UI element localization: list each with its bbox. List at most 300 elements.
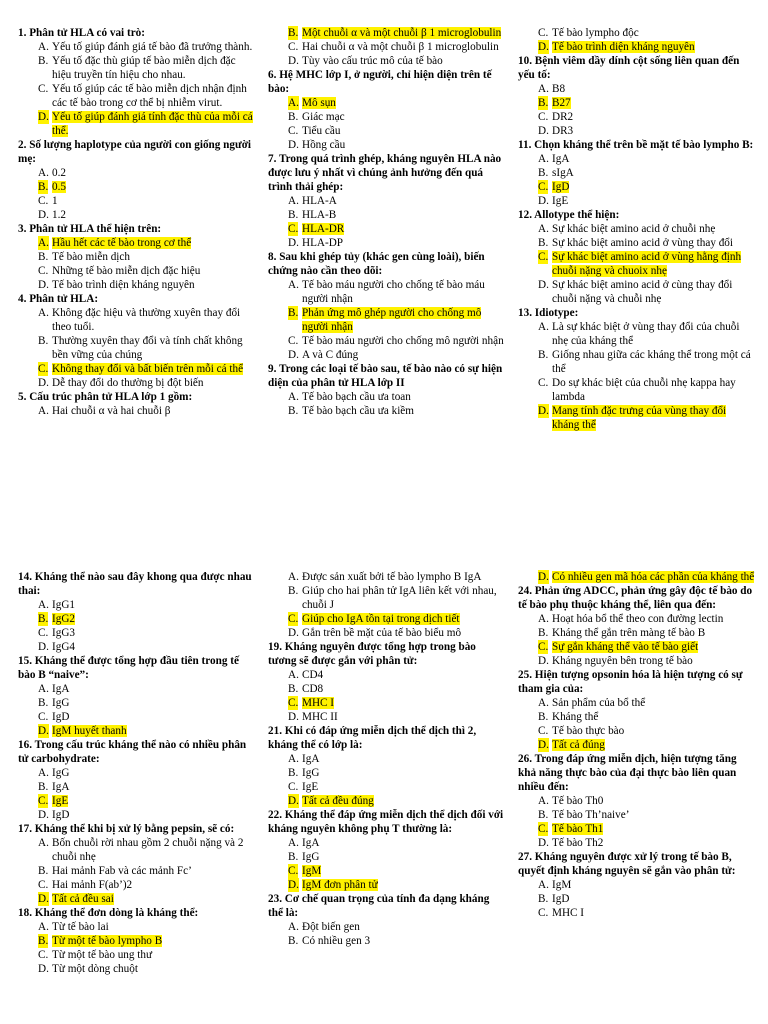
option-letter: A. bbox=[38, 41, 49, 53]
question-text: 16. Trong cấu trúc kháng thể nào có nhiều phân tử carbohydrate: bbox=[18, 739, 247, 765]
option-letter: B. bbox=[288, 683, 299, 695]
option-text: Yếu tố giúp đánh giá tính đặc thù của mỗi cá thể. bbox=[52, 111, 253, 137]
answer-option-highlighted bbox=[268, 696, 506, 710]
option-text: Sự khác biệt amino acid ở vùng hằng định chuỗi nặng và chuoix nhẹ bbox=[552, 251, 742, 277]
option-letter: C. bbox=[288, 781, 299, 793]
option-text: IgM bbox=[552, 879, 572, 891]
option-letter: B. bbox=[38, 781, 49, 793]
option-letter: A. bbox=[538, 795, 549, 807]
option-letter: A. bbox=[38, 167, 49, 179]
option-text: Tùy vào cấu trúc mô của tế bào bbox=[302, 55, 443, 67]
answer-option-highlighted bbox=[518, 40, 756, 54]
option-text: IgG4 bbox=[52, 641, 75, 653]
option-text: Bốn chuỗi rời nhau gồm 2 chuỗi nặng và 2 chuỗi nhẹ bbox=[52, 837, 244, 863]
option-text: Tất cả đúng bbox=[552, 739, 605, 751]
question-text: 17. Kháng thể khi bị xử lý bằng pepsin, sẽ có: bbox=[18, 823, 235, 835]
option-letter: D. bbox=[288, 237, 299, 249]
option-text: Tế bào trình diện kháng nguyên bbox=[552, 41, 695, 53]
option-text: DR3 bbox=[552, 125, 574, 137]
answer-option bbox=[518, 836, 756, 850]
option-text: Hai mảnh F(ab’)2 bbox=[52, 879, 133, 891]
option-letter: B. bbox=[288, 851, 299, 863]
option-text: B8 bbox=[552, 83, 566, 95]
answer-option bbox=[18, 54, 256, 82]
answer-option bbox=[268, 110, 506, 124]
option-text: Sự gắn kháng thể vào tế bào giết bbox=[552, 641, 699, 653]
answer-option bbox=[18, 404, 256, 418]
answer-option-highlighted bbox=[518, 180, 756, 194]
answer-option bbox=[518, 348, 756, 376]
option-text: Hai chuỗi α và hai chuỗi β bbox=[52, 405, 171, 417]
option-letter: B. bbox=[38, 613, 49, 625]
question-text: 10. Bệnh viêm dầy dính cột sống liên quan đến yếu tố: bbox=[518, 55, 740, 81]
answer-option bbox=[518, 320, 756, 348]
answer-option-highlighted bbox=[518, 250, 756, 278]
option-text: Một chuỗi α và một chuỗi β 1 microglobulin bbox=[302, 27, 502, 39]
answer-option-highlighted bbox=[268, 794, 506, 808]
option-letter: B. bbox=[288, 935, 299, 947]
option-letter: D. bbox=[38, 209, 49, 221]
answer-option bbox=[268, 920, 506, 934]
answer-option bbox=[18, 306, 256, 334]
option-letter: B. bbox=[538, 237, 549, 249]
option-text: IgG3 bbox=[52, 627, 75, 639]
option-text: Tế bào máu người cho chống mô người nhận bbox=[302, 335, 504, 347]
option-text: IgD bbox=[552, 181, 570, 193]
column bbox=[18, 26, 256, 418]
question-text: 12. Allotype thể hiện: bbox=[518, 209, 620, 221]
option-text: MHC I bbox=[552, 907, 585, 919]
option-letter: B. bbox=[38, 251, 49, 263]
answer-option-highlighted bbox=[518, 822, 756, 836]
answer-option bbox=[268, 138, 506, 152]
option-text: IgA bbox=[302, 753, 320, 765]
option-letter: C. bbox=[38, 711, 49, 723]
option-text: Từ một tế bào ung thư bbox=[52, 949, 153, 961]
option-letter: D. bbox=[538, 195, 549, 207]
answer-option bbox=[18, 780, 256, 794]
option-text: CD4 bbox=[302, 669, 324, 681]
option-letter: C. bbox=[38, 363, 49, 375]
option-letter: A. bbox=[38, 307, 49, 319]
option-letter: A. bbox=[288, 391, 299, 403]
answer-option bbox=[268, 668, 506, 682]
option-letter: D. bbox=[538, 655, 549, 667]
answer-option-highlighted bbox=[518, 570, 756, 584]
answer-option bbox=[18, 376, 256, 390]
option-text: IgD bbox=[52, 711, 70, 723]
question-text: 15. Kháng thể được tổng hợp đầu tiên trong tế bào B “naive”: bbox=[18, 655, 239, 681]
option-text: Tế bào miễn dịch bbox=[52, 251, 130, 263]
answer-option-highlighted bbox=[268, 306, 506, 334]
option-letter: C. bbox=[288, 697, 299, 709]
option-text: Tế bào Th’naive’ bbox=[552, 809, 630, 821]
option-text: IgM bbox=[302, 865, 322, 877]
option-text: Tế bào Th0 bbox=[552, 795, 604, 807]
option-letter: C. bbox=[288, 125, 299, 137]
answer-option bbox=[268, 850, 506, 864]
question-text: 24. Phản ứng ADCC, phản ứng gây độc tế bào do tế bào phụ thuộc kháng thể, liên qua đến: bbox=[518, 585, 753, 611]
option-letter: A. bbox=[288, 97, 299, 109]
option-letter: A. bbox=[288, 195, 299, 207]
option-text: Hồng cầu bbox=[302, 139, 346, 151]
answer-option bbox=[518, 166, 756, 180]
option-letter: A. bbox=[38, 599, 49, 611]
option-letter: A. bbox=[538, 153, 549, 165]
answer-option bbox=[518, 612, 756, 626]
option-letter: A. bbox=[288, 571, 299, 583]
question-text: 18. Kháng thể đơn dòng là kháng thể: bbox=[18, 907, 199, 919]
answer-option bbox=[18, 808, 256, 822]
option-letter: C. bbox=[538, 111, 549, 123]
answer-option-highlighted bbox=[18, 180, 256, 194]
option-letter: C. bbox=[38, 949, 49, 961]
option-text: IgG bbox=[52, 767, 70, 779]
option-letter: B. bbox=[538, 167, 549, 179]
option-text: Gắn trên bề mặt của tế bào biểu mô bbox=[302, 627, 462, 639]
option-letter: B. bbox=[288, 307, 299, 319]
answer-option bbox=[268, 584, 506, 612]
column bbox=[518, 570, 756, 920]
option-letter: B. bbox=[288, 27, 299, 39]
answer-option bbox=[268, 766, 506, 780]
option-text: Kháng thể bbox=[552, 711, 599, 723]
answer-option-highlighted bbox=[268, 26, 506, 40]
option-text: Hoạt hóa bổ thể theo con đường lectin bbox=[552, 613, 724, 625]
answer-option bbox=[18, 166, 256, 180]
answer-option-highlighted bbox=[18, 236, 256, 250]
option-letter: C. bbox=[38, 265, 49, 277]
option-letter: D. bbox=[288, 879, 299, 891]
option-letter: A. bbox=[38, 683, 49, 695]
option-text: Có nhiều gen mã hóa các phần của kháng thể bbox=[552, 571, 755, 583]
answer-option-highlighted bbox=[518, 96, 756, 110]
option-text: 1.2 bbox=[52, 209, 66, 221]
option-letter: D. bbox=[38, 963, 49, 975]
option-text: Giống nhau giữa các kháng thể trong một cá thể bbox=[552, 349, 751, 375]
option-text: Được sản xuất bởi tế bào lympho B IgA bbox=[302, 571, 482, 583]
option-text: Tế bào Th1 bbox=[552, 823, 604, 835]
answer-option bbox=[518, 878, 756, 892]
option-text: IgD bbox=[552, 893, 570, 905]
option-text: B27 bbox=[552, 97, 571, 109]
answer-option-highlighted bbox=[18, 110, 256, 138]
option-text: Sự khác biệt amino acid ở cùng thay đổi chuỗi nặng và chuỗi nhẹ bbox=[552, 279, 733, 305]
option-letter: B. bbox=[538, 711, 549, 723]
option-text: Yếu tố giúp các tế bào miễn dịch nhận định các tế bào trong cơ thể bị nhiễm virut. bbox=[52, 83, 247, 109]
question-text: 11. Chọn kháng thể trên bề mặt tế bào lympho B: bbox=[518, 139, 754, 151]
option-text: Tế bào Th2 bbox=[552, 837, 604, 849]
option-letter: A. bbox=[38, 767, 49, 779]
answer-option bbox=[268, 124, 506, 138]
answer-option bbox=[268, 836, 506, 850]
option-text: Không đặc hiệu và thường xuyên thay đổi theo tuổi. bbox=[52, 307, 241, 333]
option-text: Hai chuỗi α và một chuỗi β 1 microglobulin bbox=[302, 41, 499, 53]
question-text: 21. Khi có đáp ứng miễn dịch thể dịch thì 2, kháng thể có lớp là: bbox=[268, 725, 477, 751]
option-letter: C. bbox=[538, 181, 549, 193]
option-letter: C. bbox=[38, 879, 49, 891]
option-text: Tế bào bạch cầu ưa kiềm bbox=[302, 405, 414, 417]
option-letter: B. bbox=[288, 405, 299, 417]
option-letter: C. bbox=[288, 613, 299, 625]
option-letter: D. bbox=[538, 279, 549, 291]
question-text: 7. Trong quá trình ghép, kháng nguyên HLA nào được lưu ý nhất vì chúng ảnh hưởng đến quá trình thải ghép: bbox=[268, 153, 502, 193]
option-text: IgG bbox=[52, 697, 70, 709]
answer-option bbox=[18, 626, 256, 640]
option-letter: D. bbox=[288, 139, 299, 151]
option-letter: A. bbox=[288, 921, 299, 933]
answer-option-highlighted bbox=[18, 892, 256, 906]
answer-option-highlighted bbox=[18, 724, 256, 738]
question-text: 1. Phân tử HLA có vai trò: bbox=[18, 27, 145, 39]
option-letter: C. bbox=[38, 795, 49, 807]
question-text: 27. Kháng nguyên được xử lý trong tế bào B, quyết định kháng nguyên sẽ gắn vào phân tử: bbox=[518, 851, 736, 877]
option-letter: A. bbox=[538, 697, 549, 709]
answer-option bbox=[518, 906, 756, 920]
option-text: IgM đơn phân tử bbox=[302, 879, 378, 891]
answer-option bbox=[18, 640, 256, 654]
answer-option-highlighted bbox=[268, 878, 506, 892]
option-letter: A. bbox=[288, 669, 299, 681]
option-text: IgG bbox=[302, 767, 320, 779]
option-text: Những tế bào miễn dịch đặc hiệu bbox=[52, 265, 201, 277]
option-text: IgM huyết thanh bbox=[52, 725, 127, 737]
answer-option bbox=[18, 194, 256, 208]
option-letter: B. bbox=[538, 349, 549, 361]
option-letter: C. bbox=[38, 83, 49, 95]
option-letter: B. bbox=[538, 809, 549, 821]
option-letter: C. bbox=[538, 251, 549, 263]
option-text: Sự khác biệt amino acid ở vùng thay đổi bbox=[552, 237, 733, 249]
option-text: Kháng thể gắn trên màng tế bào B bbox=[552, 627, 706, 639]
option-letter: A. bbox=[538, 879, 549, 891]
option-text: Giác mạc bbox=[302, 111, 345, 123]
column bbox=[268, 26, 506, 418]
option-letter: D. bbox=[288, 711, 299, 723]
answer-option bbox=[18, 920, 256, 934]
option-letter: B. bbox=[538, 97, 549, 109]
option-letter: B. bbox=[38, 181, 49, 193]
option-letter: D. bbox=[288, 627, 299, 639]
option-text: IgE bbox=[552, 195, 569, 207]
option-text: Đột biến gen bbox=[302, 921, 360, 933]
question-text: 4. Phân tử HLA: bbox=[18, 293, 99, 305]
answer-option bbox=[268, 682, 506, 696]
answer-option bbox=[18, 766, 256, 780]
answer-option bbox=[18, 962, 256, 976]
answer-option bbox=[268, 752, 506, 766]
option-letter: B. bbox=[38, 335, 49, 347]
option-text: Giúp cho IgA tồn tại trong dịch tiết bbox=[302, 613, 460, 625]
answer-option bbox=[268, 194, 506, 208]
answer-option bbox=[18, 864, 256, 878]
answer-option-highlighted bbox=[518, 738, 756, 752]
option-letter: D. bbox=[288, 55, 299, 67]
option-text: Từ một dòng chuột bbox=[52, 963, 138, 975]
option-text: Tế bào thực bào bbox=[552, 725, 625, 737]
option-text: Hầu hết các tế bào trong cơ thể bbox=[52, 237, 192, 249]
option-letter: D. bbox=[288, 795, 299, 807]
answer-option bbox=[268, 780, 506, 794]
option-text: Tiểu cầu bbox=[302, 125, 341, 137]
option-text: A và C đúng bbox=[302, 349, 359, 361]
answer-option bbox=[18, 836, 256, 864]
answer-option-highlighted bbox=[18, 794, 256, 808]
answer-option bbox=[518, 124, 756, 138]
answer-option bbox=[268, 390, 506, 404]
question-text: 23. Cơ chế quan trọng của tính đa dạng kháng thể là: bbox=[268, 893, 490, 919]
question-text: 2. Số lượng haplotype của người con giống người mẹ: bbox=[18, 139, 251, 165]
answer-option bbox=[18, 264, 256, 278]
answer-option bbox=[268, 40, 506, 54]
option-letter: D. bbox=[38, 725, 49, 737]
option-letter: C. bbox=[38, 195, 49, 207]
option-text: Mô sụn bbox=[302, 97, 336, 109]
option-text: Sản phẩm của bổ thể bbox=[552, 697, 646, 709]
answer-option bbox=[18, 82, 256, 110]
option-letter: A. bbox=[288, 279, 299, 291]
answer-option-highlighted bbox=[18, 362, 256, 376]
answer-option-highlighted bbox=[268, 864, 506, 878]
question-text: 5. Cấu trúc phân tử HLA lớp 1 gồm: bbox=[18, 391, 193, 403]
option-text: Phản ứng mô ghép người cho chống mô người nhận bbox=[302, 307, 482, 333]
option-letter: A. bbox=[38, 405, 49, 417]
option-letter: A. bbox=[538, 83, 549, 95]
question-text: 8. Sau khi ghép tủy (khác gen cùng loài), biến chứng nào cần theo dõi: bbox=[268, 251, 485, 277]
question-text: 3. Phân tử HLA thể hiện trên: bbox=[18, 223, 162, 235]
question-text: 19. Kháng nguyên được tổng hợp trong bào tương sẽ được gắn với phân tử: bbox=[268, 641, 476, 667]
answer-option bbox=[268, 54, 506, 68]
question-text: 22. Kháng thể đáp ứng miễn dịch thể dịch đối với kháng nguyên không phụ T thường là: bbox=[268, 809, 504, 835]
option-letter: D. bbox=[288, 349, 299, 361]
answer-option bbox=[268, 710, 506, 724]
question-text: 6. Hệ MHC lớp I, ở người, chỉ hiện diện trên tế bào: bbox=[268, 69, 492, 95]
answer-option bbox=[518, 710, 756, 724]
option-text: Là sự khác biệt ở vùng thay đổi của chuỗi nhẹ của kháng thể bbox=[552, 321, 740, 347]
option-letter: D. bbox=[38, 809, 49, 821]
option-text: IgA bbox=[552, 153, 570, 165]
option-letter: A. bbox=[538, 613, 549, 625]
answer-option bbox=[518, 696, 756, 710]
answer-option bbox=[268, 208, 506, 222]
option-text: 1 bbox=[52, 195, 58, 207]
option-letter: D. bbox=[38, 279, 49, 291]
option-text: DR2 bbox=[552, 111, 574, 123]
option-text: MHC I bbox=[302, 697, 335, 709]
answer-option bbox=[518, 152, 756, 166]
answer-option bbox=[518, 376, 756, 404]
answer-option bbox=[268, 278, 506, 306]
answer-option-highlighted bbox=[518, 404, 756, 432]
answer-option bbox=[518, 110, 756, 124]
answer-option bbox=[18, 278, 256, 292]
option-letter: B. bbox=[288, 111, 299, 123]
answer-option bbox=[18, 696, 256, 710]
answer-option-highlighted bbox=[18, 934, 256, 948]
option-text: IgD bbox=[52, 809, 70, 821]
option-text: IgA bbox=[52, 781, 70, 793]
option-text: Tế bào bạch cầu ưa toan bbox=[302, 391, 411, 403]
option-text: Kháng nguyên bên trong tế bào bbox=[552, 655, 693, 667]
option-text: Có nhiều gen 3 bbox=[302, 935, 371, 947]
option-letter: A. bbox=[288, 837, 299, 849]
option-letter: A. bbox=[538, 321, 549, 333]
answer-option bbox=[18, 598, 256, 612]
option-letter: D. bbox=[538, 405, 549, 417]
option-letter: B. bbox=[288, 585, 299, 597]
question-text: 25. Hiện tượng opsonin hóa là hiện tượng có sự tham gia của: bbox=[518, 669, 743, 695]
option-letter: B. bbox=[38, 865, 49, 877]
option-text: IgG bbox=[302, 851, 320, 863]
answer-option bbox=[18, 250, 256, 264]
option-letter: C. bbox=[538, 725, 549, 737]
option-letter: C. bbox=[288, 41, 299, 53]
option-letter: D. bbox=[38, 893, 49, 905]
answer-option bbox=[268, 570, 506, 584]
option-text: IgA bbox=[52, 683, 70, 695]
option-letter: C. bbox=[288, 865, 299, 877]
answer-option-highlighted bbox=[268, 612, 506, 626]
option-letter: C. bbox=[288, 335, 299, 347]
answer-option bbox=[518, 236, 756, 250]
option-text: HLA-DR bbox=[302, 223, 345, 235]
option-text: HLA-A bbox=[302, 195, 337, 207]
option-letter: B. bbox=[288, 767, 299, 779]
answer-option bbox=[518, 654, 756, 668]
answer-option bbox=[268, 348, 506, 362]
answer-option bbox=[518, 82, 756, 96]
answer-option bbox=[518, 278, 756, 306]
answer-option bbox=[268, 236, 506, 250]
question-text: 9. Trong các loại tế bào sau, tế bào nào có sự hiện diện của phân tử HLA lớp II bbox=[268, 363, 503, 389]
column bbox=[18, 570, 256, 976]
answer-option bbox=[268, 404, 506, 418]
option-letter: D. bbox=[538, 41, 549, 53]
option-text: Dễ thay đổi do thường bị đột biến bbox=[52, 377, 204, 389]
option-text: Sự khác biệt amino acid ở chuỗi nhẹ bbox=[552, 223, 716, 235]
answer-option bbox=[18, 334, 256, 362]
option-letter: D. bbox=[538, 125, 549, 137]
answer-option bbox=[18, 208, 256, 222]
answer-option bbox=[518, 626, 756, 640]
option-text: IgG2 bbox=[52, 613, 75, 625]
option-letter: A. bbox=[38, 837, 49, 849]
answer-option bbox=[518, 794, 756, 808]
option-text: Từ một tế bào lympho B bbox=[52, 935, 163, 947]
answer-option bbox=[18, 878, 256, 892]
option-text: HLA-B bbox=[302, 209, 337, 221]
option-letter: D. bbox=[38, 641, 49, 653]
option-text: IgA bbox=[302, 837, 320, 849]
option-text: Yếu tố giúp đánh giá tế bào đã trưởng thành. bbox=[52, 41, 253, 53]
option-letter: A. bbox=[38, 237, 49, 249]
answer-option bbox=[268, 334, 506, 348]
option-text: Mang tính đặc trưng của vùng thay đổi kháng thể bbox=[552, 405, 727, 431]
option-text: Yếu tố đặc thù giúp tế bào miễn dịch đặc hiệu truyền tín hiệu cho nhau. bbox=[52, 55, 236, 81]
option-letter: B. bbox=[38, 935, 49, 947]
option-text: IgG1 bbox=[52, 599, 75, 611]
answer-option-highlighted bbox=[518, 640, 756, 654]
answer-option bbox=[18, 948, 256, 962]
option-letter: C. bbox=[38, 627, 49, 639]
option-letter: A. bbox=[538, 223, 549, 235]
option-letter: C. bbox=[288, 223, 299, 235]
option-text: Tế bào trình diện kháng nguyên bbox=[52, 279, 195, 291]
answer-option bbox=[518, 724, 756, 738]
answer-option bbox=[18, 682, 256, 696]
answer-option bbox=[268, 626, 506, 640]
answer-option-highlighted bbox=[18, 612, 256, 626]
